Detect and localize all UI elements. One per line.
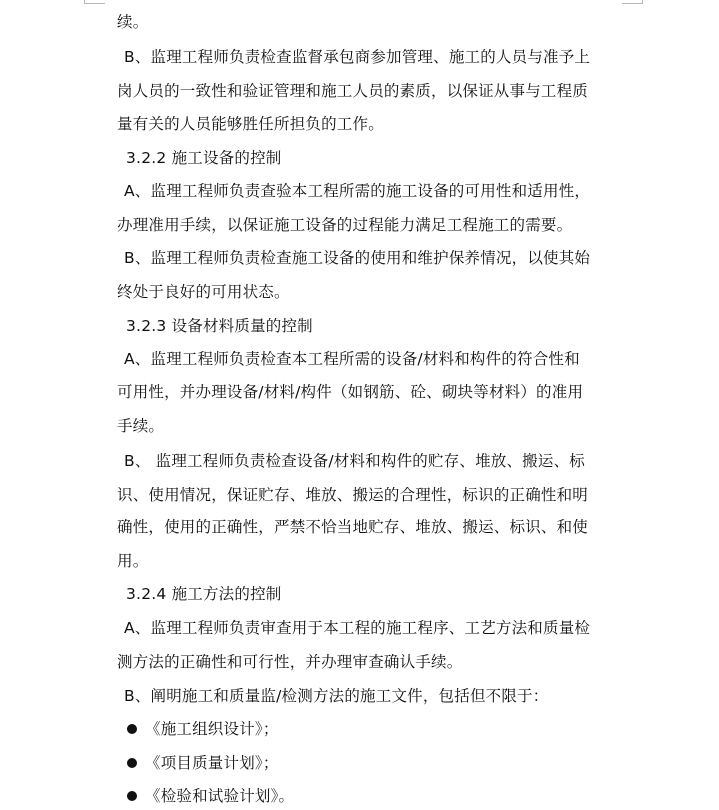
- bullet-item: [127, 719, 279, 739]
- paragraph-line: 测方法的正确性和可行性，并办理审查确认手续。: [117, 653, 463, 671]
- section-heading: 3.2.3 设备材料质量的控制: [126, 317, 313, 335]
- paragraph-line: B、 监理工程师负责检查设备/材料和构件的贮存、堆放、搬运、标: [124, 452, 585, 470]
- paragraph-line: 续。: [117, 13, 149, 31]
- page-corner-mark-right: [622, 0, 643, 4]
- bullet-text: 《检验和试验计划》。: [145, 787, 295, 805]
- paragraph-line: 确性，使用的正确性，严禁不恰当地贮存、堆放、搬运、标识、和使: [117, 518, 589, 536]
- bullet-text: 《施工组织设计》；: [145, 720, 279, 738]
- paragraph-line: 用。: [117, 552, 149, 570]
- paragraph-line: A、监理工程师负责检查本工程所需的设备/材料和构件的符合性和: [124, 350, 580, 368]
- paragraph-line: A、监理工程师负责查验本工程所需的施工设备的可用性和适用性，: [124, 182, 591, 200]
- bullet-dot-icon: [127, 724, 137, 734]
- paragraph-line: 识、使用情况，保证贮存、堆放、搬运的合理性，标识的正确性和明: [117, 486, 589, 504]
- paragraph-line: B、监理工程师负责检查监督承包商参加管理、施工的人员与准予上: [124, 48, 591, 66]
- bullet-text: 《项目质量计划》；: [145, 754, 279, 772]
- bullet-item: [127, 786, 294, 806]
- bullet-item: [127, 753, 279, 773]
- paragraph-line: 终处于良好的可用状态。: [117, 283, 290, 301]
- paragraph-line: 手续。: [117, 417, 165, 435]
- paragraph-line: 量有关的人员能够胜任所担负的工作。: [117, 115, 384, 133]
- section-heading: 3.2.4 施工方法的控制: [126, 585, 282, 603]
- paragraph-line: B、阐明施工和质量监/检测方法的施工文件，包括但不限于：: [124, 687, 549, 705]
- bullet-dot-icon: [127, 791, 137, 801]
- paragraph-line: 岗人员的一致性和验证管理和施工人员的素质，以保证从事与工程质: [117, 82, 589, 100]
- paragraph-line: A、监理工程师负责审查用于本工程的施工程序、工艺方法和质量检: [124, 619, 591, 637]
- section-heading: 3.2.2 施工设备的控制: [126, 149, 282, 167]
- page-corner-mark-left: [84, 0, 105, 4]
- paragraph-line: 可用性，并办理设备/材料/构件（如钢筋、砼、砌块等材料）的准用: [117, 383, 584, 401]
- paragraph-line: B、监理工程师负责检查施工设备的使用和维护保养情况，以使其始: [124, 249, 591, 267]
- paragraph-line: 办理准用手续，以保证施工设备的过程能力满足工程施工的需要。: [117, 216, 573, 234]
- bullet-dot-icon: [127, 758, 137, 768]
